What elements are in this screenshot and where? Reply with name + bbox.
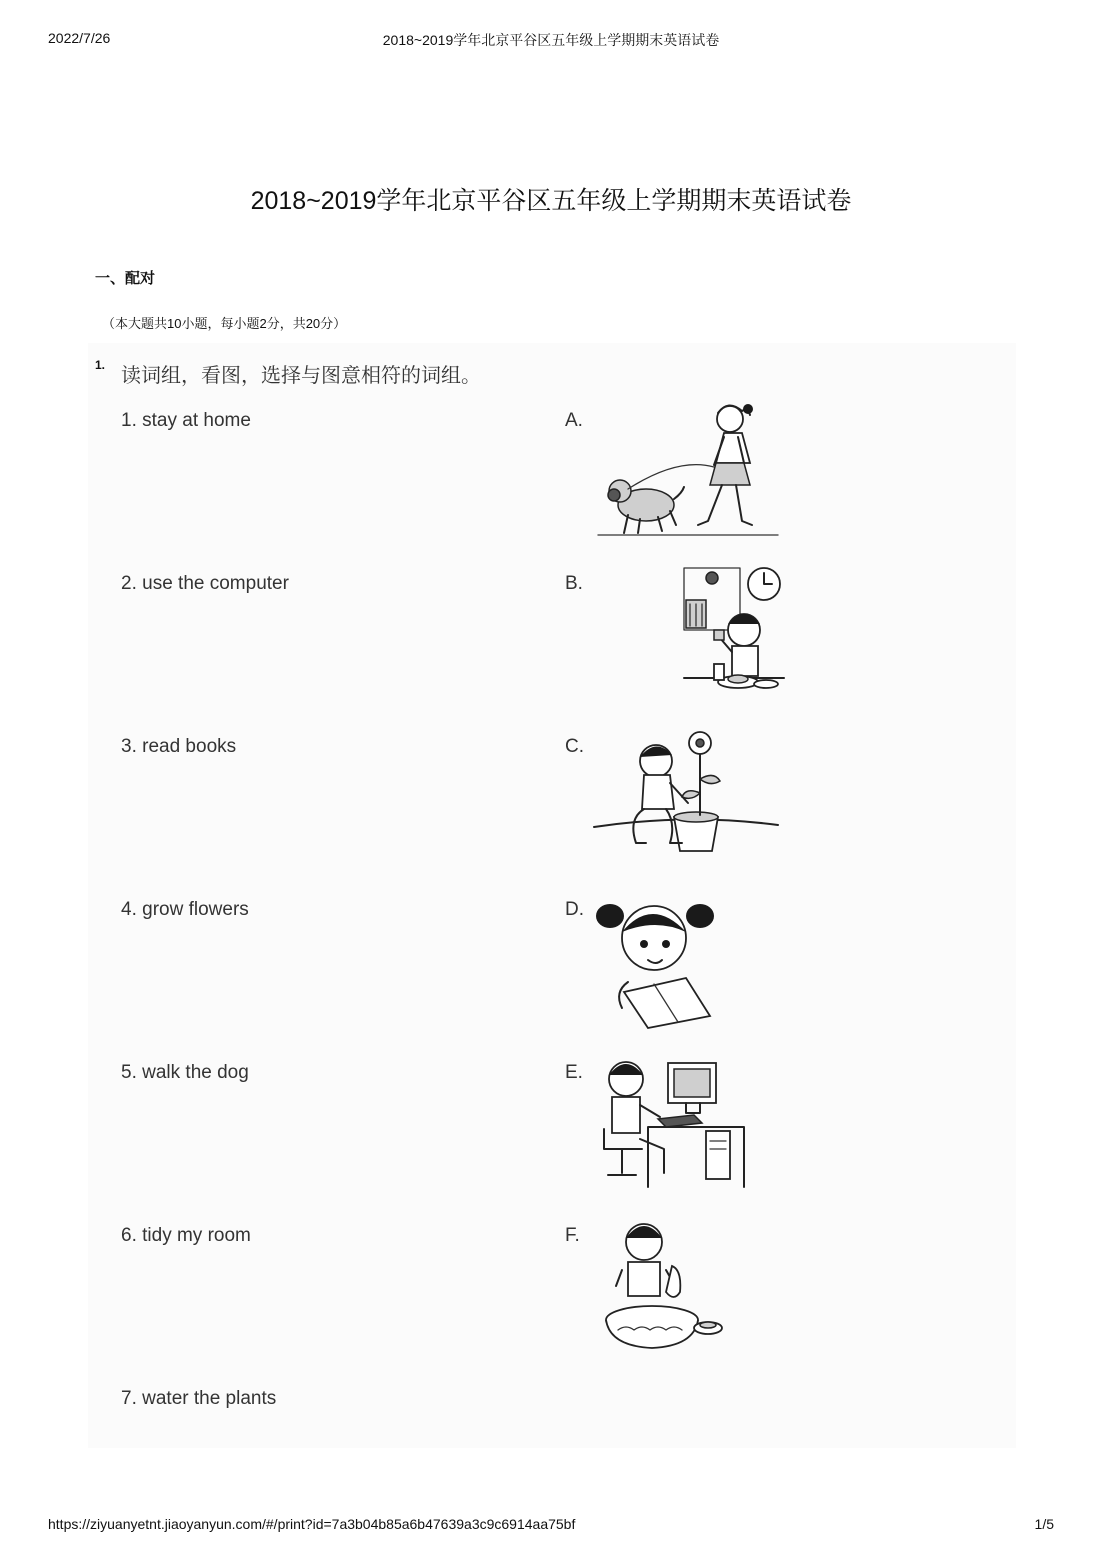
question-number: 1. xyxy=(95,358,106,372)
phrase-item: 1. stay at home xyxy=(121,410,251,431)
option-letter: E. xyxy=(565,1062,583,1083)
document-title: 2018~2019学年北京平谷区五年级上学期期末英语试卷 xyxy=(250,187,852,215)
boy-washing-clothes-icon xyxy=(588,1212,788,1367)
print-url: https://ziyuanyetnt.jiaoyanyun.com/#/print?id=7a3b04b85a6b47639a3c9c6914aa75bf xyxy=(48,1516,576,1532)
boy-using-computer-icon xyxy=(588,1049,788,1204)
girl-walking-dog-icon xyxy=(588,397,788,552)
option-letter: A. xyxy=(565,410,583,431)
page-number: 1/5 xyxy=(1034,1516,1054,1532)
option-letter: B. xyxy=(565,573,583,594)
match-row xyxy=(88,894,1016,1057)
match-row xyxy=(88,1220,1016,1383)
phrase-item: 6. tidy my room xyxy=(121,1225,251,1246)
print-date: 2022/7/26 xyxy=(48,30,111,46)
phrase-item: 4. grow flowers xyxy=(121,899,249,920)
match-row xyxy=(88,731,1016,894)
match-row xyxy=(88,568,1016,731)
phrase-item: 2. use the computer xyxy=(121,573,289,594)
print-header-title: 2018~2019学年北京平谷区五年级上学期期末英语试卷 xyxy=(382,32,720,48)
section-heading: 一、配对 xyxy=(95,270,156,287)
phrase-item: 3. read books xyxy=(121,736,237,757)
question-stem: 读词组，看图，选择与图意相符的词组。 xyxy=(121,365,481,387)
phrase-item: 7. water the plants xyxy=(121,1388,277,1409)
option-letter: C. xyxy=(565,736,584,757)
girl-planting-flower-icon xyxy=(588,723,788,878)
section-note: （本大题共10小题，每小题2分，共20分） xyxy=(102,316,347,331)
option-letter: F. xyxy=(565,1225,580,1246)
boy-eating-breakfast-icon xyxy=(588,560,788,715)
girl-reading-book-icon xyxy=(588,886,788,1041)
option-letter: D. xyxy=(565,899,584,920)
match-row xyxy=(88,1057,1016,1220)
phrase-item: 5. walk the dog xyxy=(121,1062,249,1083)
match-row xyxy=(88,405,1016,568)
